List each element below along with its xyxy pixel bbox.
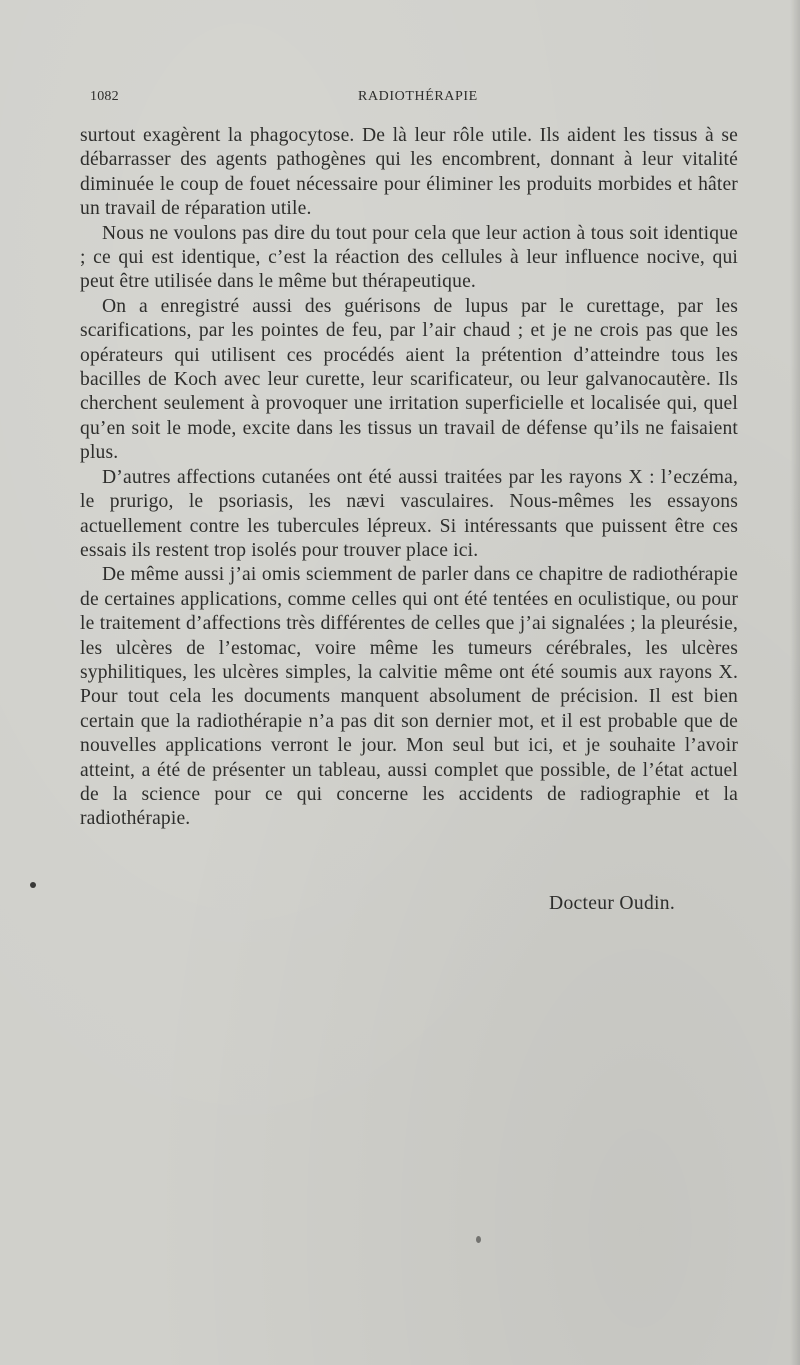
paragraph-1: surtout exagèrent la phagocytose. De là leur rôle utile. Ils aident les tissus à se débarrasser des agents pathogènes qui les encombrent, donnant à leur vitalité diminuée le coup de fouet nécessaire pour éliminer les produits morbides et hâter un travail de réparation utile. <box>80 125 738 220</box>
author-signature: Docteur Oudin. <box>549 893 676 914</box>
page-edge-shadow <box>790 0 800 1365</box>
running-head <box>90 89 738 109</box>
page-number: 1082 <box>90 89 119 104</box>
paragraph-2: Nous ne voulons pas dire du tout pour cela que leur action à tous soit identique ; ce qui est identique, c’est la réaction des cellules à leur influence nocive, qui peut être utilisée dans le même but thérapeutique. <box>80 222 738 293</box>
paragraph-3: On a enregistré aussi des guérisons de lupus par le curettage, par les scarifications, par les pointes de feu, par l’air chaud ; et je ne crois pas que les opérateurs qui utilisent ces procédés aient la prétention d’atteindre tous les bacilles de Koch avec leur curette, leur scarificateur, ou leur galvanocautère. Ils cherchent seulement à provoquer une irritation superficielle et localisée qui, quel qu’en soit le mode, excite dans les tissus un travail de défense qu’ils ne faisaient plus. <box>80 295 738 464</box>
paragraph-4: D’autres affections cutanées ont été aussi traitées par les rayons X : l’eczéma, le prurigo, le psoriasis, les nævi vasculaires. Nous-mêmes les essayons actuellement contre les tubercules lépreux. Si intéressants que puissent être ces essais ils restent trop isolés pour trouver place ici. <box>80 466 738 561</box>
running-title: RADIOTHÉRAPIE <box>358 89 478 104</box>
body-text <box>80 124 738 832</box>
ink-spot <box>30 882 36 888</box>
ink-spot <box>476 1236 481 1243</box>
paragraph-5: De même aussi j’ai omis sciemment de parler dans ce chapitre de radiothérapie de certaines applications, comme celles qui ont été tentées en oculistique, ou pour le traitement d’affections très différentes de celles que j’ai signalées ; la pleurésie, les ulcères de l’estomac, voire même les tumeurs cérébrales, les ulcères syphilitiques, les ulcères simples, la calvitie même ont été soumis aux rayons X. Pour tout cela les documents manquent absolument de précision. Il est bien certain que la radiothérapie n’a pas dit son dernier mot, et il est probable que de nouvelles applications verront le jour. Mon seul but ici, et je souhaite l’avoir atteint, a été de présenter un tableau, aussi complet que possible, de l’état actuel de la science pour ce qui concerne les accidents de radiographie et la radiothérapie. <box>80 564 738 830</box>
